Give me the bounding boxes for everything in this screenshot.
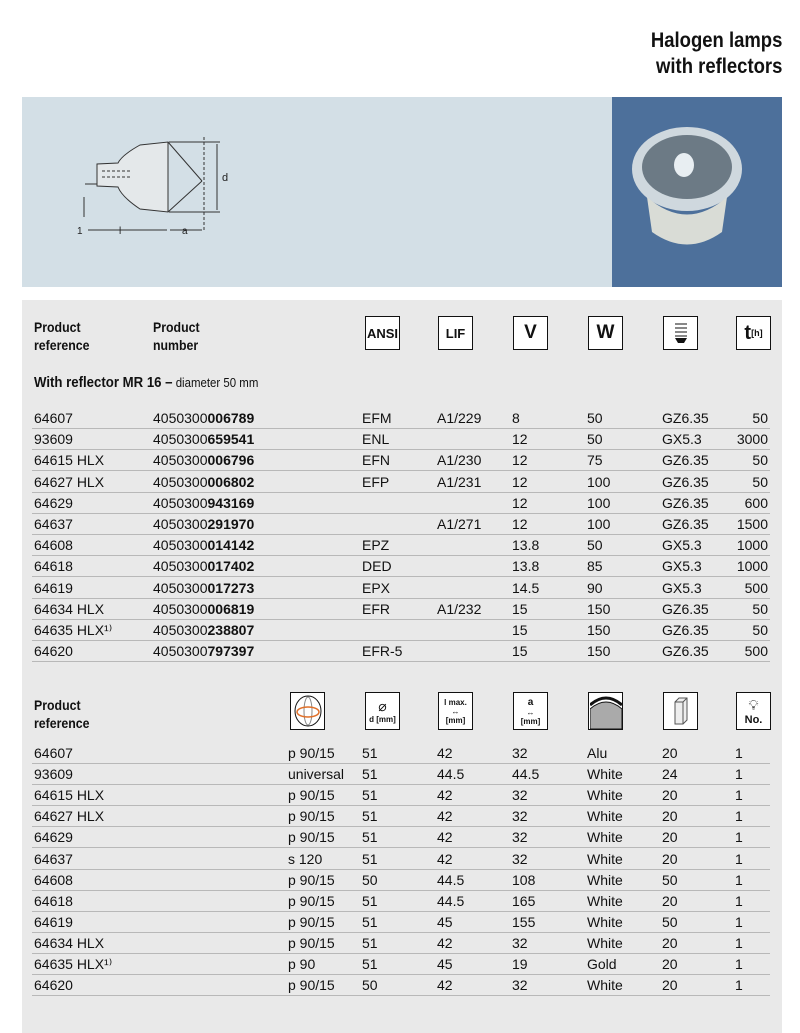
cell-a: 32 [512, 829, 528, 846]
cell-ansi: EFN [362, 452, 390, 469]
cell-pack: 20 [662, 934, 678, 951]
table-row [32, 849, 770, 870]
cell-ref: 64619 [34, 579, 73, 596]
cell-w: 75 [587, 452, 603, 469]
svg-text:1: 1 [77, 226, 83, 237]
cell-beam: s 120 [288, 850, 323, 867]
cell-t: 500 [744, 579, 768, 596]
cell-num: 4050300291970 [153, 516, 255, 532]
cell-beam: p 90 [288, 956, 316, 972]
cell-refl: White [587, 808, 623, 825]
cell-d: 50 [362, 977, 378, 994]
cell-num: 4050300006802 [153, 473, 255, 490]
cell-refl: White [587, 934, 623, 951]
cell-ansi: EFM [362, 410, 392, 426]
cell-ref: 64634 HLX [34, 600, 105, 617]
cell-l: 42 [437, 977, 453, 994]
cell-t: 50 [752, 600, 768, 617]
cell-no: 1 [735, 766, 743, 783]
cell-base: GZ6.35 [662, 494, 709, 511]
cell-pack: 20 [662, 977, 678, 994]
table-row [32, 535, 770, 556]
svg-text:l: l [119, 226, 122, 237]
cell-pack: 20 [662, 808, 678, 825]
volt-icon: V [513, 316, 548, 350]
cell-a: 32 [512, 808, 528, 825]
cell-beam: p 90/15 [288, 808, 335, 825]
cell-a: 32 [512, 745, 528, 761]
cell-refl: White [587, 913, 623, 930]
cell-t: 1000 [736, 537, 768, 554]
cell-ansi: EFP [362, 473, 390, 490]
cell-l: 42 [437, 934, 453, 951]
cell-num: 4050300238807 [153, 622, 255, 638]
table-row [32, 408, 770, 429]
cell-ref: 64629 [34, 829, 73, 846]
cell-w: 150 [587, 600, 611, 617]
cell-ansi: DED [362, 558, 392, 575]
cell-num: 4050300943169 [153, 494, 255, 511]
cell-no: 1 [735, 850, 743, 867]
cell-ref: 64620 [34, 643, 73, 660]
cell-ref: 64618 [34, 892, 73, 909]
cell-v: 14.5 [512, 579, 540, 596]
cell-v: 8 [512, 410, 520, 426]
lamp-base-icon [663, 316, 698, 350]
cell-ref: 93609 [34, 766, 73, 783]
cell-w: 150 [587, 622, 611, 638]
cell-a: 19 [512, 956, 528, 972]
reflector-coating-icon [588, 692, 623, 730]
cell-num: 4050300017273 [153, 579, 255, 596]
cell-ref: 64618 [34, 558, 73, 575]
cell-base: GZ6.35 [662, 410, 709, 426]
distance-a-icon: a ↔ [mm] [513, 692, 548, 730]
cell-l: 44.5 [437, 871, 465, 888]
cell-t: 3000 [736, 431, 768, 448]
cell-lif: A1/232 [437, 600, 482, 617]
cell-w: 50 [587, 431, 603, 448]
bulb-count-icon: 💡︎ No. [736, 692, 771, 730]
cell-a: 44.5 [512, 766, 540, 783]
table-row [32, 514, 770, 535]
cell-v: 12 [512, 516, 528, 532]
cell-num: 4050300797397 [153, 643, 255, 660]
cell-l: 42 [437, 850, 453, 867]
cell-pack: 50 [662, 913, 678, 930]
cell-base: GX5.3 [662, 579, 702, 596]
cell-num: 4050300014142 [153, 537, 255, 554]
cell-a: 32 [512, 787, 528, 804]
col-product-reference: Product reference [34, 697, 90, 731]
cell-base: GZ6.35 [662, 643, 709, 660]
diameter-icon: ⌀ d [mm] [365, 692, 400, 730]
cell-no: 1 [735, 745, 743, 761]
table-row [32, 827, 770, 848]
cell-base: GX5.3 [662, 558, 702, 575]
cell-beam: p 90/15 [288, 934, 335, 951]
cell-ref: 64615 HLX [34, 787, 105, 804]
cell-w: 50 [587, 410, 603, 426]
cell-t: 1500 [736, 516, 768, 532]
cell-base: GZ6.35 [662, 452, 709, 469]
cell-d: 51 [362, 850, 378, 867]
cell-base: GX5.3 [662, 537, 702, 554]
cell-v: 12 [512, 452, 528, 469]
table-row [32, 450, 770, 471]
cell-a: 108 [512, 871, 536, 888]
watt-icon: W [588, 316, 623, 350]
page-title: Halogen lamps with reflectors [650, 29, 782, 78]
table-row [32, 429, 770, 450]
cell-base: GX5.3 [662, 431, 702, 448]
cell-ref: 64627 HLX [34, 473, 105, 490]
cell-v: 15 [512, 600, 528, 617]
table-row [32, 599, 770, 620]
cell-v: 13.8 [512, 558, 540, 575]
cell-t: 50 [752, 452, 768, 469]
table-row [32, 556, 770, 577]
cell-l: 44.5 [437, 766, 465, 783]
cell-ref: 64607 [34, 410, 73, 426]
cell-no: 1 [735, 977, 743, 994]
cell-ref: 64629 [34, 494, 73, 511]
cell-beam: p 90/15 [288, 871, 335, 888]
lamp-dimension-diagram [22, 97, 282, 287]
cell-v: 12 [512, 494, 528, 511]
cell-ansi: EFR-5 [362, 643, 403, 660]
cell-pack: 24 [662, 766, 678, 783]
cell-base: GZ6.35 [662, 600, 709, 617]
cell-no: 1 [735, 892, 743, 909]
table-row [32, 493, 770, 514]
cell-ref: 64620 [34, 977, 73, 994]
cell-a: 32 [512, 850, 528, 867]
cell-refl: Alu [587, 745, 608, 761]
cell-ref: 64615 HLX [34, 452, 105, 469]
cell-w: 100 [587, 494, 611, 511]
cell-d: 51 [362, 787, 378, 804]
cell-w: 100 [587, 473, 611, 490]
cell-no: 1 [735, 913, 743, 930]
cell-base: GZ6.35 [662, 473, 709, 490]
cell-no: 1 [735, 871, 743, 888]
cell-ref: 64608 [34, 537, 73, 554]
cell-ref: 64637 [34, 516, 73, 532]
cell-base: GZ6.35 [662, 516, 709, 532]
table-row [32, 891, 770, 912]
cell-beam: p 90/15 [288, 913, 335, 930]
cell-t: 500 [744, 643, 768, 660]
cell-refl: White [587, 850, 623, 867]
table-row [32, 764, 770, 785]
cell-beam: p 90/15 [288, 892, 335, 909]
cell-ref: 64635 HLX¹⁾ [34, 956, 113, 972]
cell-ref: 64637 [34, 850, 73, 867]
cell-beam: p 90/15 [288, 787, 335, 804]
cell-refl: White [587, 829, 623, 846]
cell-v: 12 [512, 473, 528, 490]
cell-a: 32 [512, 934, 528, 951]
cell-t: 50 [752, 473, 768, 490]
cell-refl: White [587, 787, 623, 804]
cell-a: 165 [512, 892, 536, 909]
lamp-photo [612, 97, 782, 287]
package-icon [663, 692, 698, 730]
cell-d: 51 [362, 956, 378, 972]
cell-w: 100 [587, 516, 611, 532]
cell-t: 600 [744, 494, 768, 511]
cell-num: 4050300659541 [153, 431, 255, 448]
table-row [32, 912, 770, 933]
cell-lif: A1/271 [437, 516, 482, 532]
cell-a: 155 [512, 913, 536, 930]
cell-num: 4050300006819 [153, 600, 255, 617]
cell-d: 51 [362, 934, 378, 951]
cell-pack: 20 [662, 850, 678, 867]
cell-num: 4050300006796 [153, 452, 255, 469]
table-row [32, 806, 770, 827]
cell-ref: 93609 [34, 431, 73, 448]
cell-v: 15 [512, 643, 528, 660]
cell-no: 1 [735, 808, 743, 825]
cell-l: 42 [437, 808, 453, 825]
cell-d: 51 [362, 892, 378, 909]
section-title: With reflector MR 16 – diameter 50 mm [34, 374, 259, 391]
cell-lif: A1/230 [437, 452, 482, 469]
cell-d: 50 [362, 871, 378, 888]
cell-num: 4050300006789 [153, 410, 255, 426]
cell-l: 45 [437, 913, 453, 930]
cell-ref: 64607 [34, 745, 73, 761]
table-row [32, 975, 770, 996]
cell-lif: A1/229 [437, 410, 482, 426]
cell-pack: 50 [662, 871, 678, 888]
banner [22, 97, 782, 287]
cell-ref: 64627 HLX [34, 808, 105, 825]
cell-l: 42 [437, 745, 453, 761]
cell-ref: 64635 HLX¹⁾ [34, 622, 113, 638]
cell-l: 44.5 [437, 892, 465, 909]
table-row [32, 933, 770, 954]
lif-icon: LIF [438, 316, 473, 350]
cell-d: 51 [362, 745, 378, 761]
cell-d: 51 [362, 913, 378, 930]
cell-no: 1 [735, 829, 743, 846]
svg-text:d: d [222, 172, 229, 184]
cell-pack: 20 [662, 787, 678, 804]
cell-pack: 20 [662, 892, 678, 909]
cell-l: 42 [437, 829, 453, 846]
table-row [32, 472, 770, 493]
cell-pack: 20 [662, 956, 678, 972]
cell-d: 51 [362, 766, 378, 783]
cell-pack: 20 [662, 745, 678, 761]
table-row [32, 954, 770, 975]
cell-w: 90 [587, 579, 603, 596]
cell-v: 13.8 [512, 537, 540, 554]
cell-no: 1 [735, 787, 743, 804]
cell-refl: White [587, 871, 623, 888]
cell-w: 150 [587, 643, 611, 660]
cell-l: 42 [437, 787, 453, 804]
table-row [32, 743, 770, 764]
cell-base: GZ6.35 [662, 622, 709, 638]
table-row [32, 578, 770, 599]
cell-beam: p 90/15 [288, 977, 335, 994]
cell-beam: universal [288, 766, 345, 783]
cell-ref: 64619 [34, 913, 73, 930]
beam-angle-icon [290, 692, 325, 730]
cell-t: 50 [752, 622, 768, 638]
lifetime-icon: t [h] [736, 316, 771, 350]
cell-ref: 64608 [34, 871, 73, 888]
cell-a: 32 [512, 977, 528, 994]
cell-t: 50 [752, 410, 768, 426]
cell-beam: p 90/15 [288, 829, 335, 846]
cell-w: 85 [587, 558, 603, 575]
cell-lif: A1/231 [437, 473, 482, 490]
ansi-icon: ANSI [365, 316, 400, 350]
cell-ref: 64634 HLX [34, 934, 105, 951]
table-row [32, 870, 770, 891]
cell-refl: White [587, 892, 623, 909]
length-max-icon: l max. ↔ [mm] [438, 692, 473, 730]
cell-refl: White [587, 766, 623, 783]
cell-pack: 20 [662, 829, 678, 846]
cell-ansi: ENL [362, 431, 390, 448]
cell-d: 51 [362, 829, 378, 846]
cell-ansi: EPZ [362, 537, 390, 554]
table-row [32, 620, 770, 641]
col-product-number: Product number [153, 319, 200, 353]
cell-v: 15 [512, 622, 528, 638]
cell-ansi: EFR [362, 600, 390, 617]
cell-num: 4050300017402 [153, 558, 255, 575]
cell-w: 50 [587, 537, 603, 554]
col-product-reference: Product reference [34, 319, 90, 353]
cell-no: 1 [735, 956, 743, 972]
table-row [32, 641, 770, 662]
cell-refl: White [587, 977, 623, 994]
cell-ansi: EPX [362, 579, 391, 596]
svg-text:a: a [182, 226, 188, 237]
cell-d: 51 [362, 808, 378, 825]
cell-refl: Gold [587, 956, 617, 972]
cell-l: 45 [437, 956, 453, 972]
cell-no: 1 [735, 934, 743, 951]
cell-t: 1000 [736, 558, 768, 575]
cell-v: 12 [512, 431, 528, 448]
cell-beam: p 90/15 [288, 745, 335, 761]
table-row [32, 785, 770, 806]
